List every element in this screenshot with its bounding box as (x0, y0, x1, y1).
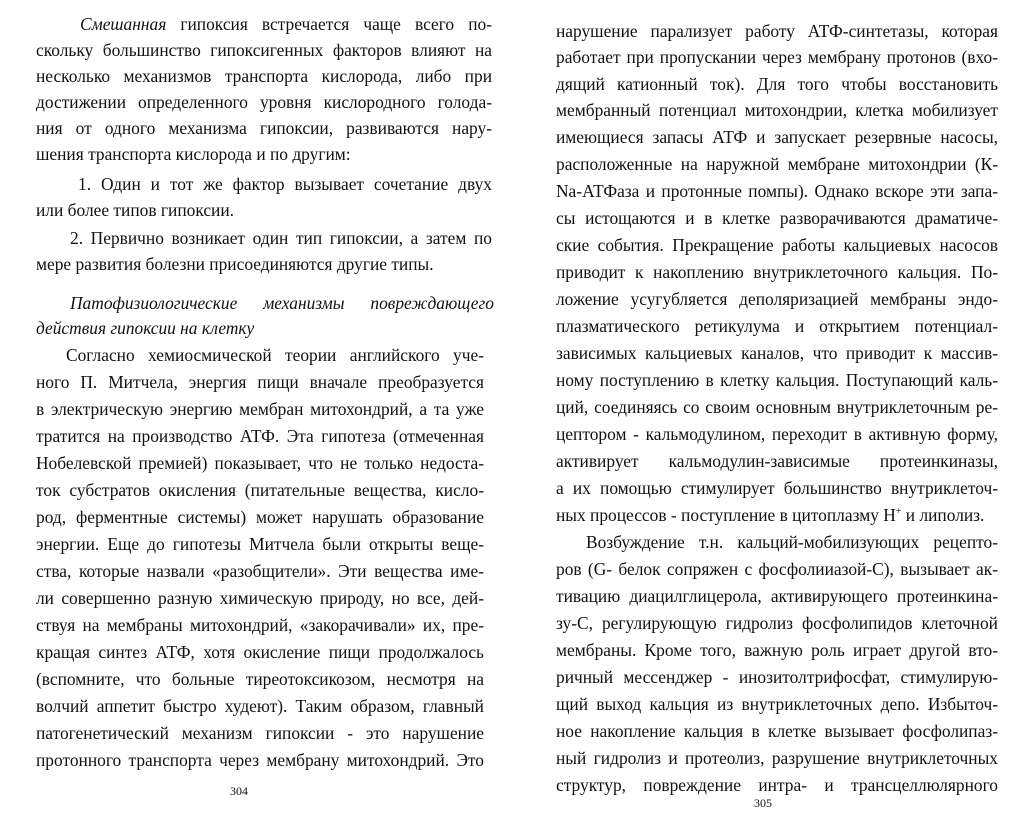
text-line: или более типов гипоксии. (36, 200, 235, 220)
text-line: патогенетический механизм гипоксии - это нарушение (36, 723, 484, 743)
text-line: приводит к накоплению внутриклеточного кальция. По- (556, 262, 998, 282)
text-line: плазматического ретикулума и открытием потенциал- (556, 316, 998, 336)
text-line: ное накопление кальция в клетке вызывает фосфолипаз- (556, 721, 998, 741)
text-line: ства, которые назвали «разобщители». Эти вещества име- (36, 561, 484, 581)
text-line: скольку большинство гипоксигенных факторов влияют на (36, 40, 492, 60)
text-line: зависимых кальциевых каналов, что приводит к массив- (556, 343, 998, 363)
text-line: род, ферментные системы) может нарушать образование (36, 507, 484, 527)
text-line: Na-АТФаза и протонные помпы). Однако вскоре эти запа- (556, 181, 998, 201)
text-line: кращая синтез АТФ, хотя окисление пищи продолжалось (36, 642, 484, 662)
text-line: достижении определенного уровня кислородного голода- (36, 92, 492, 112)
text-line: ному поступлению в клетку кальция. Поступающий каль- (556, 370, 998, 390)
text-line: сы истощаются и в клетке разворачиваются драматиче- (556, 208, 998, 228)
text-line: Смешанная гипоксия встречается чаще всего по- (80, 14, 492, 34)
text-line: ций, соединяясь со своим основным внутриклеточным ре- (556, 397, 998, 417)
text-line: ли совершенно разную химическую природу, но все, дей- (36, 588, 484, 608)
text-line: расположенные на наружной мембране митохондрии (К- (556, 154, 998, 174)
section-heading: действия гипоксии на клетку (36, 318, 255, 338)
text-line: нарушение парализует работу АТФ-синтетазы, которая (556, 21, 998, 41)
right-page (512, 0, 1024, 829)
list-item: 1. Один и тот же фактор вызывает сочетание двух (78, 174, 492, 194)
text-line: энергии. Еще до гипотезы Митчела были открыты веще- (36, 534, 484, 554)
text-line: ного П. Митчела, энергия пищи вначале преобразуется (36, 372, 484, 392)
text-line: мере развития болезни присоединяются другие типы. (36, 254, 434, 274)
text-line: волчий аппетит быстро худеют). Таким образом, главный (36, 696, 484, 716)
list-item: 2. Первично возникает один тип гипоксии, а затем по (70, 228, 492, 248)
superscript-plus: + (895, 506, 902, 518)
text-line: щий выход кальция из внутриклеточных депо. Избыточ- (556, 694, 998, 714)
text-line: ных процессов - поступление в цитоплазму Н+ и липолиз. (556, 505, 985, 525)
text-line: Нобелевской премией) показывает, что не только недоста- (36, 453, 484, 473)
text-line: несколько механизмов транспорта кислорода, либо при (36, 66, 492, 86)
text-line: в электрическую энергию мембран митохондрий, а та уже (36, 399, 484, 419)
text-line: имеющиеся запасы АТФ и запускает резервные насосы, (556, 127, 998, 147)
text-line: ричный мессенджер - инозитолтрифосфат, стимулирую- (556, 667, 998, 687)
page-number: 305 (754, 796, 772, 810)
text-line: ный гидролиз и протеолиз, разрушение внутриклеточных (556, 748, 998, 768)
text-line: ствуя на мембраны митохондрий, «закорачивали» их, пре- (36, 615, 484, 635)
text-line: ские события. Прекращение работы кальциевых насосов (556, 235, 998, 255)
section-heading: Патофизиологические механизмы повреждающего (70, 293, 494, 313)
italic-term: Смешанная (80, 14, 167, 34)
text-line: ложение усугубляется деполяризацией мембраны эндо- (556, 289, 998, 309)
text-line: мембранный потенциал митохондрии, клетка мобилизует (556, 100, 998, 120)
text-line: ров (G- белок сопряжен с фосфолииазой-С), вызывает ак- (556, 559, 998, 579)
page-number: 304 (230, 784, 248, 798)
text-line: ток субстратов окисления (питательные вещества, кисло- (36, 480, 484, 500)
text-line: Согласно хемиосмической теории английского уче- (66, 345, 484, 365)
text-line: дящий катионный ток). Для того чтобы восстановить (556, 74, 998, 94)
text-line: работает при пропускании через мембрану протонов (вхо- (556, 47, 998, 67)
text-line: тивацию диацилглицерола, активирующего протеинкина- (556, 586, 998, 606)
text-line: шения транспорта кислорода и по другим: (36, 144, 351, 164)
text-line: цептором - кальмодулином, переходит в активную форму, (556, 424, 998, 444)
text-line: активирует кальмодулин-зависимые протеинкиназы, (556, 451, 998, 471)
text-line: Возбуждение т.н. кальций-мобилизующих рецепто- (586, 532, 998, 552)
text-line: структур, повреждение интра- и трансцеллюлярного (556, 775, 998, 795)
text-line: мембраны. Кроме того, важную роль играет другой вто- (556, 640, 998, 660)
text-line: (вспомните, что больные тиреотоксикозом, несмотря на (36, 669, 484, 689)
text-line: ния от одного механизма гипоксии, развиваются нару- (36, 118, 492, 138)
text-line: зу-С, регулирующую гидролиз фосфолипидов клеточной (556, 613, 998, 633)
text-line: протонного транспорта через мембрану митохондрий. Это (36, 750, 484, 770)
text-line: тратится на производство АТФ. Эта гипотеза (отмеченная (36, 426, 484, 446)
text-line: а их помощью стимулирует большинство внутриклеточ- (556, 478, 998, 498)
